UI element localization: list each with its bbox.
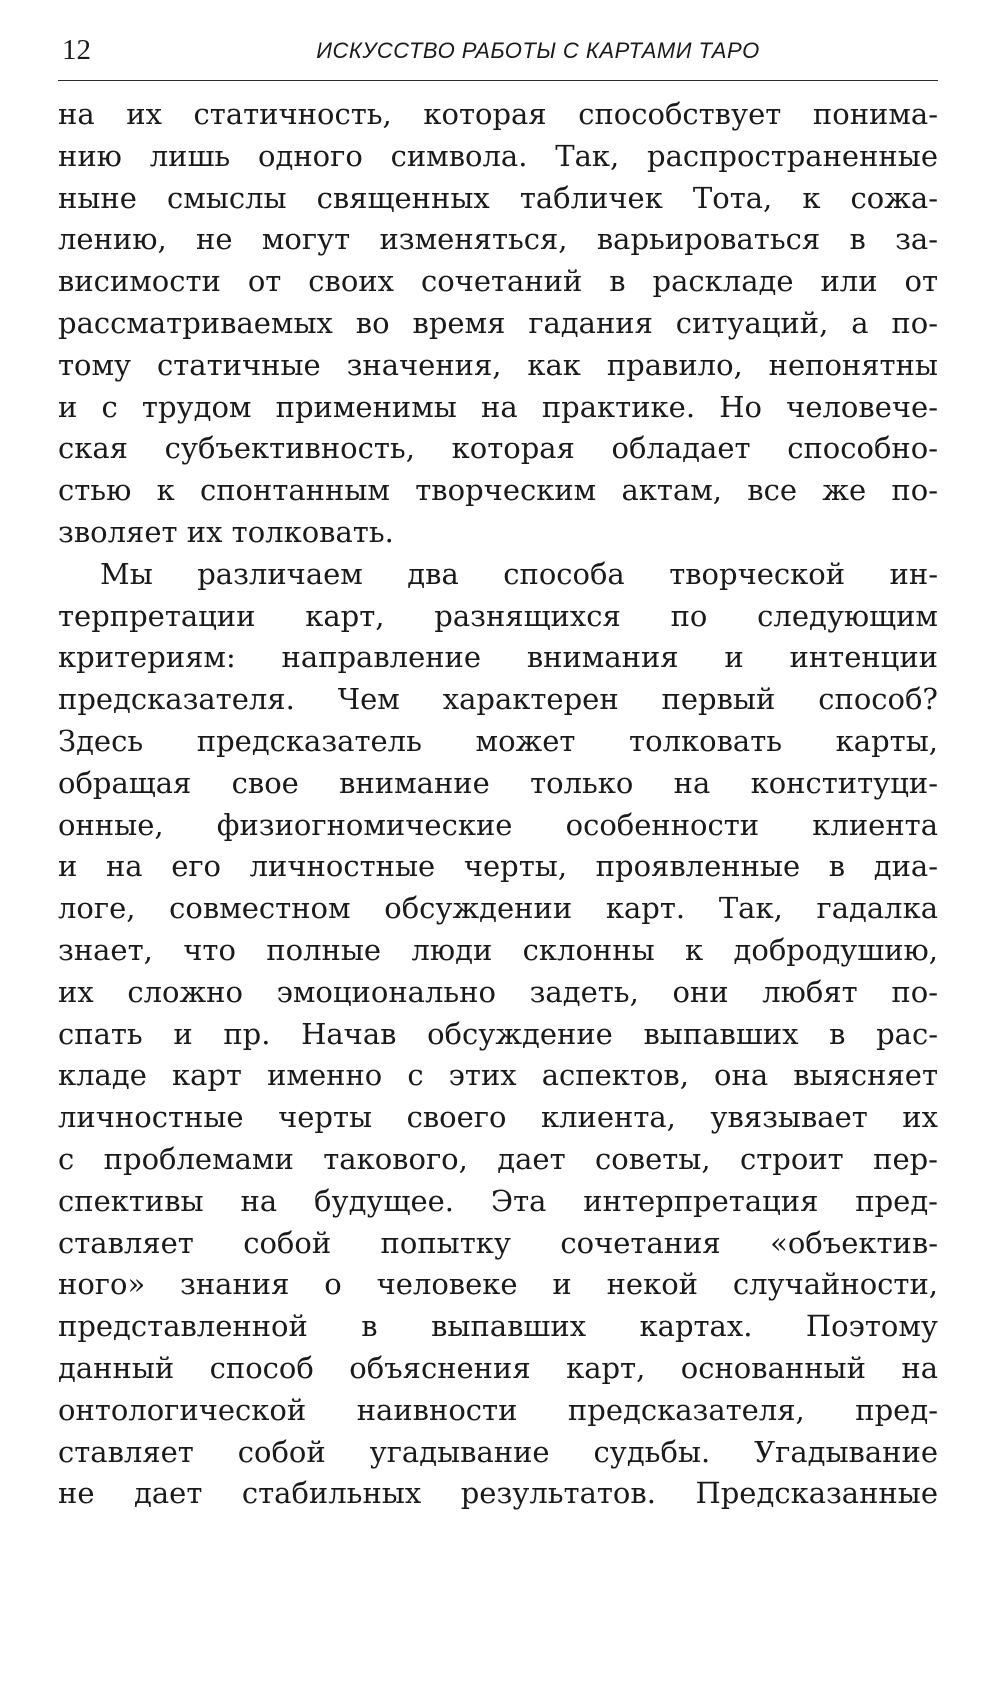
text-line: ного» знания о человеке и некой случайности, — [58, 1267, 938, 1302]
text-line: представленной в выпавших картах. Поэтому — [58, 1309, 938, 1344]
text-line: ская субъективность, которая обладает способно- — [58, 431, 938, 466]
text-line: кладе карт именно с этих аспектов, она выясняет — [58, 1058, 938, 1093]
text-line: ставляет собой угадывание судьбы. Угадывание — [58, 1434, 938, 1469]
running-head — [58, 28, 938, 81]
text-line: спективы на будущее. Эта интерпретация пред- — [58, 1183, 938, 1218]
text-line: спать и пр. Начав обсуждение выпавших в рас- — [58, 1016, 938, 1051]
text-line: личностные черты своего клиента, увязывает их — [58, 1100, 938, 1135]
text-line: Здесь предсказатель может толковать карты, — [58, 723, 938, 758]
text-line: на их статичность, которая способствует понима- — [58, 97, 938, 131]
text-line: предсказателя. Чем характерен первый способ? — [58, 682, 938, 717]
text-line: и на его личностные черты, проявленные в диа- — [58, 849, 938, 884]
text-line: критериям: направление внимания и интенции — [58, 640, 938, 675]
text-line: ныне смыслы священных табличек Тота, к сожа- — [58, 180, 938, 215]
text-line: рассматриваемых во время гадания ситуаций, а по- — [58, 305, 938, 340]
text-line: зволяет их толковать. — [58, 514, 394, 549]
text-line: висимости от своих сочетаний в раскладе или от — [58, 264, 938, 299]
text-line: стью к спонтанным творческим актам, все же по- — [58, 473, 938, 508]
text-line: онтологической наивности предсказателя, пред- — [58, 1392, 938, 1427]
text-line: и с трудом применимы на практике. Но человече- — [58, 389, 938, 424]
text-line: Мы различаем два способа творческой ин- — [100, 556, 938, 591]
text-line: не дает стабильных результатов. Предсказанные — [58, 1476, 938, 1511]
text-line: с проблемами такового, дает советы, строит пер- — [58, 1141, 938, 1176]
text-line: тому статичные значения, как правило, непонятны — [58, 347, 938, 382]
text-line: онные, физиогномические особенности клиента — [58, 807, 938, 842]
text-line: обращая свое внимание только на конституци- — [58, 765, 938, 800]
body-text — [58, 94, 938, 1515]
page-number: 12 — [62, 34, 91, 66]
text-line: лению, не могут изменяться, варьироваться в за- — [58, 222, 938, 257]
text-line: нию лишь одного символа. Так, распространенные — [58, 138, 938, 173]
text-line: их сложно эмоционально задеть, они любят по- — [58, 974, 938, 1009]
text-line: логе, совместном обсуждении карт. Так, гадалка — [58, 891, 938, 926]
book-title: ИСКУССТВО РАБОТЫ С КАРТАМИ ТАРО — [316, 38, 760, 63]
text-line: знает, что полные люди склонны к добродушию, — [58, 932, 938, 967]
text-line: данный способ объяснения карт, основанный на — [58, 1350, 938, 1385]
paragraph-2 — [58, 554, 938, 1515]
paragraph-1 — [58, 94, 938, 554]
text-line: терпретации карт, разнящихся по следующим — [58, 598, 938, 633]
text-line: ставляет собой попытку сочетания «объектив- — [58, 1225, 938, 1260]
